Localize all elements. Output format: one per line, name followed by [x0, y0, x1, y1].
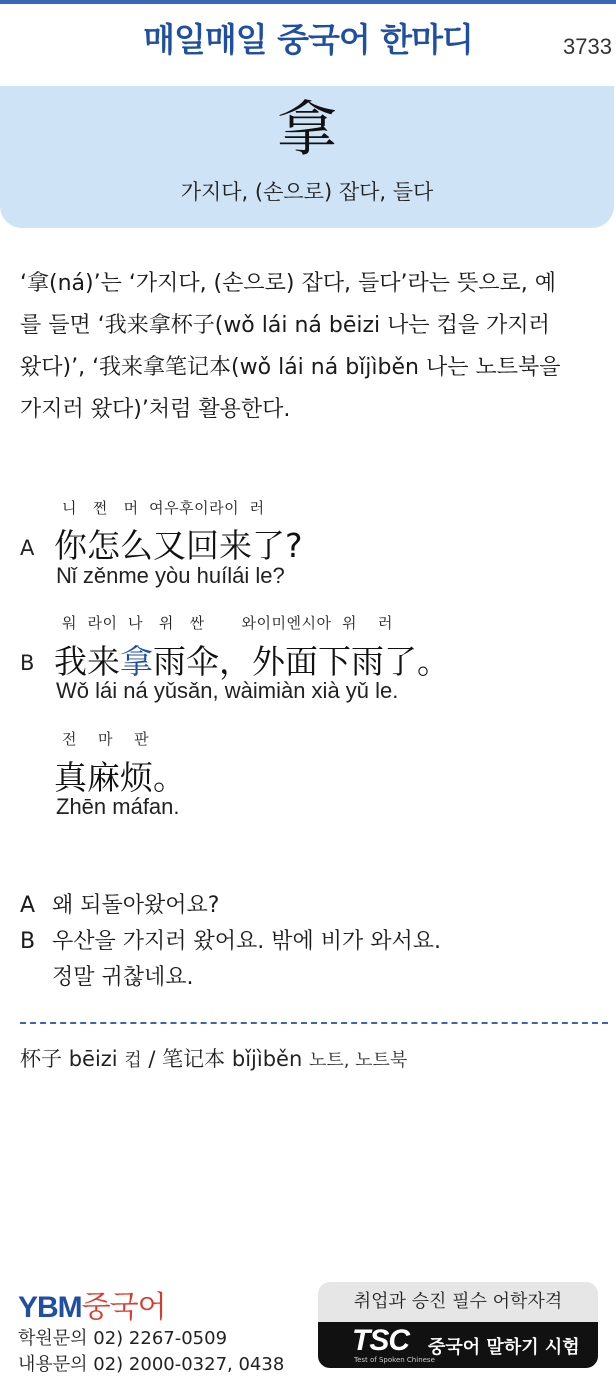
- page-title: 매일매일 중국어 한마디: [143, 20, 473, 59]
- translation-row: [20, 888, 441, 924]
- translation-row: [20, 924, 441, 960]
- vocabulary-line: [20, 1043, 407, 1073]
- speaker-label: A: [20, 536, 35, 560]
- dialogue-pinyin: Wǒ lái ná yǔsǎn, wàimiàn xià yǔ le.: [56, 678, 399, 703]
- hanzi-text: 雨伞，外面下雨了。: [153, 642, 450, 681]
- word-meaning: 가지다, (손으로) 잡다, 들다: [180, 180, 434, 204]
- pronunciation-ruby: 전 마 판: [62, 730, 150, 748]
- translation-block: [20, 888, 441, 996]
- explanation-line: ‘拿(ná)’는 ‘가지다, (손으로) 잡다, 들다’라는 뜻으로, 예: [20, 271, 556, 296]
- speaker-label: [20, 960, 52, 996]
- hanzi-text: 真麻烦。: [54, 758, 186, 797]
- vocab-hanzi: 杯子: [20, 1047, 62, 1071]
- tsc-logo: TSC: [352, 1324, 409, 1357]
- vocab-hanzi: 笔记本: [162, 1047, 226, 1071]
- explanation-line: 가지러 왔다)’처럼 활용한다.: [20, 397, 291, 422]
- explanation-line: 를 들면 ‘我来拿杯子(wǒ lái ná bēizi 나는 컵을 가지러: [20, 313, 550, 338]
- explanation-line: 왔다)’, ‘我来拿笔记本(wǒ lái ná bǐjìběn 나는 노트북을: [20, 355, 561, 380]
- translation-text: 우산을 가지러 왔어요. 밖에 비가 와서요.: [52, 929, 441, 954]
- speaker-label: A: [20, 893, 36, 918]
- pronunciation-ruby: 니 쩐 머 여우후이라이 러: [62, 499, 265, 517]
- dashed-divider: [20, 1022, 608, 1024]
- contact-content: 내용문의 02) 2000-0327, 0438: [18, 1354, 285, 1375]
- logo-chinese: 중국어: [81, 1290, 166, 1325]
- hanzi-keyword: 拿: [120, 642, 153, 681]
- translation-text: 왜 되돌아왔어요?: [52, 893, 220, 918]
- vocab-gloss: 노트, 노트북: [308, 1050, 408, 1071]
- exam-banner: [318, 1322, 598, 1368]
- dialogue-hanzi: [54, 636, 450, 683]
- hanzi-text: 你怎么又回来了?: [54, 526, 303, 565]
- word-hanzi: 拿: [277, 95, 337, 165]
- top-accent-line: [0, 0, 616, 4]
- translation-text: 정말 귀찮네요.: [52, 965, 194, 990]
- vocab-gloss: 컵: [124, 1050, 142, 1071]
- hanzi-text: 我来: [54, 642, 120, 681]
- issue-number: 3733: [563, 34, 612, 59]
- vocab-separator: /: [148, 1047, 156, 1071]
- contact-academy: 학원문의 02) 2267-0509: [18, 1328, 228, 1349]
- ybm-logo: [18, 1282, 166, 1326]
- dialogue-pinyin: Nǐ zěnme yòu huílái le?: [56, 563, 285, 588]
- vocab-pinyin: bǐjìběn: [231, 1047, 303, 1071]
- tsc-logo-subtitle: Test of Spoken Chinese: [354, 1356, 435, 1364]
- dialogue-hanzi: [54, 752, 186, 799]
- exam-caption: 취업과 승진 필수 어학자격: [353, 1291, 563, 1312]
- pronunciation-ruby: 워 라이 나 위 싼 와이미엔시아 위 러: [62, 614, 394, 632]
- dialogue-hanzi: [54, 520, 303, 567]
- word-card: [0, 86, 614, 228]
- speaker-label: B: [20, 651, 35, 675]
- logo-ybm: YBM: [18, 1291, 82, 1324]
- vocab-pinyin: bēizi: [68, 1047, 118, 1071]
- translation-row: [20, 960, 441, 996]
- exam-name: 중국어 말하기 시험: [428, 1337, 580, 1358]
- tsc-exam-badge: [318, 1282, 598, 1368]
- explanation-paragraph: [20, 263, 606, 431]
- dialogue-pinyin: Zhēn máfan.: [56, 794, 180, 819]
- speaker-label: B: [20, 929, 36, 954]
